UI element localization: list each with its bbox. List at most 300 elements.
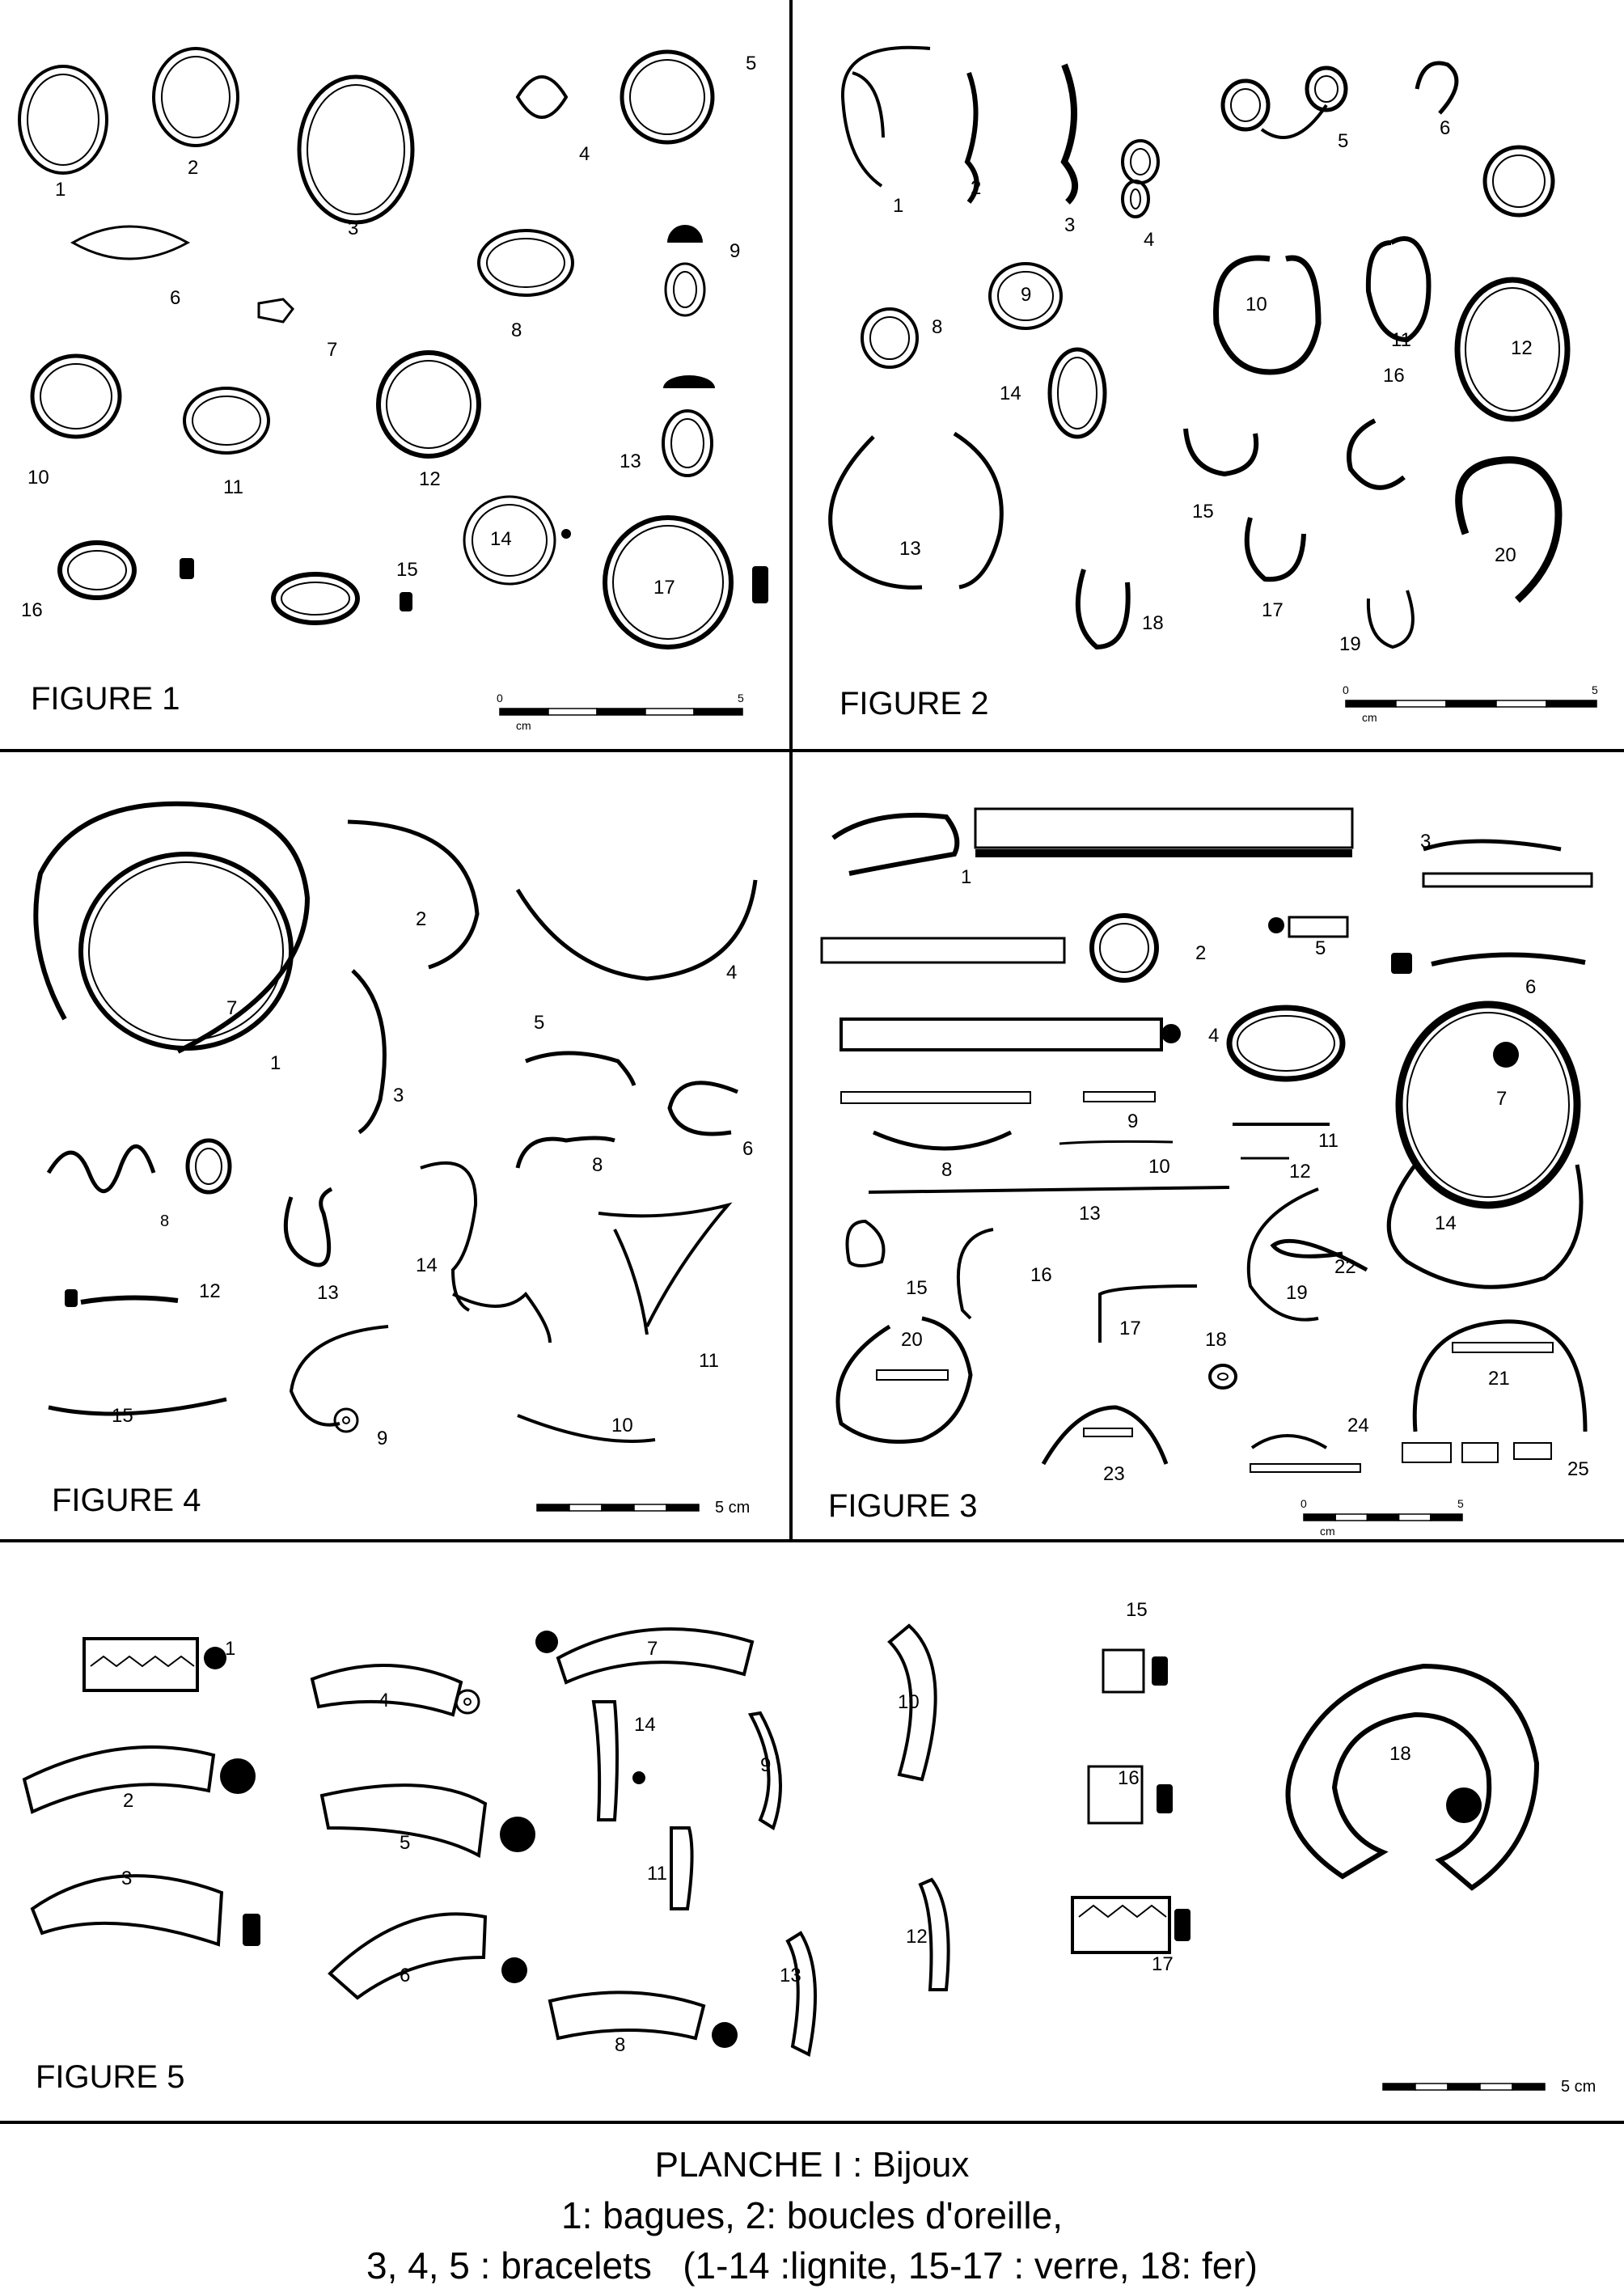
scale-start: 0 [1343,683,1349,696]
f2-earring-7 [1485,147,1553,215]
f5-item-label: 14 [634,1714,656,1736]
f1-item-label: 1 [55,179,66,201]
f2-earring-6 [1417,63,1457,113]
f2-earring-15 [1186,429,1256,474]
caption-line-1: 1: bagues, 2: boucles d'oreille, [561,2194,1063,2236]
f5-bracelet-18 [1288,1666,1537,1888]
scale-segment [1415,2084,1448,2090]
f4-item-label: 6 [742,1138,754,1160]
f2-earring-1 [843,48,930,186]
f3-item-label: 23 [1103,1463,1125,1485]
f1-ring-5-inner [630,60,704,134]
f1-ring-10-inner [671,419,704,467]
f3-bracelet-25a [1402,1443,1451,1462]
f3-bracelet-4 [1229,1008,1343,1079]
f1-item-label: 5 [746,53,757,74]
scale-segment [537,1504,569,1511]
f1-section-14 [561,529,571,539]
f4-item-label: 14 [416,1254,438,1276]
f3-bracelet-18 [1210,1365,1236,1388]
f3-item-label: 4 [1208,1025,1220,1047]
f5-bracelet-11 [671,1828,692,1909]
caption-bracelets: 3, 4, 5 : bracelets [366,2244,652,2287]
f5-item-label: 15 [1126,1599,1148,1621]
f3-item-label: 5 [1315,937,1326,959]
f4-bracelet-9c-head-inner [343,1417,349,1424]
f1-item-label: 17 [653,577,675,599]
f3-bracelet-8-band [841,1092,1030,1103]
f5-item-label: 6 [400,1965,411,1986]
f3-bracelet-8 [873,1132,1011,1149]
f4-item-label: 3 [393,1085,404,1106]
f2-item-label: 16 [1383,365,1405,387]
f1-ring-12 [184,388,269,453]
f1-ring-2-outer [154,49,238,146]
f4-bracelet-9b [188,1140,230,1192]
f2-item-label: 19 [1339,633,1361,655]
f3-bracelet-16 [958,1229,993,1318]
f4-bracelet-4 [518,880,755,979]
f2-earring-8-inner [870,317,909,359]
f3-item-label: 11 [1318,1130,1339,1152]
scale-segment [500,709,548,715]
f1-ring-11-outer [32,356,120,437]
artifact-drawings [19,48,1592,2054]
f3-item-label: 22 [1334,1256,1356,1278]
f1-ring-16 [60,543,134,598]
f4-bracelet-13 [285,1189,332,1265]
f3-item-label: 18 [1205,1329,1227,1351]
f4-item-label: 7 [226,997,238,1019]
f3-item-label: 9 [1127,1111,1139,1132]
f4-bracelet-8 [81,854,291,1048]
f1-ring-3-inner [307,85,404,214]
f3-item-label: 21 [1488,1368,1510,1390]
f3-bracelet-20-band [877,1370,948,1380]
f3-bracelet-25b [1462,1443,1498,1462]
f4-bracelet-8-outer [81,854,291,1048]
f1-ring-16-inner [68,551,126,590]
f3-item-label: 1 [961,866,972,888]
f4-bracelet-14b [453,1294,550,1343]
f5-item-label: 16 [1118,1767,1140,1789]
f2-earring-5b [1307,68,1346,110]
f1-ring-13 [379,353,479,456]
scale-segment [1399,1514,1431,1521]
f4-bracelet-15 [49,1399,226,1414]
f2-earring-4-outer [1123,141,1158,183]
f3-item-label: 10 [1148,1156,1170,1178]
f5-section-18 [1446,1787,1482,1823]
caption-line-2 [0,2244,1624,2287]
f1-ring-2-inner [162,57,230,137]
scale-segment [1496,700,1546,707]
item-number-labels [21,53,1589,2056]
f1-item-label: 6 [170,287,181,309]
f1-ring-5-outer [622,52,713,142]
scale-segment [634,1504,666,1511]
scale-segment [569,1504,602,1511]
f1-ring-12-outer [184,388,269,453]
f1-ring-13-inner [387,361,471,448]
f2-item-label: 3 [1064,214,1076,236]
f2-item-label: 1 [893,195,904,217]
f3-item-label: 16 [1030,1264,1052,1286]
scale-segment [1304,1514,1335,1521]
scale-segment [1383,2084,1415,2090]
f5-bracelet-13 [788,1933,815,2054]
f2-earring-5a-inner [1231,89,1260,121]
scale-segment [1367,1514,1398,1521]
f4-item-label: 13 [317,1282,339,1304]
f5-bracelet-2 [24,1747,214,1812]
f3-section-4 [1161,1024,1181,1043]
f1-ring-1-inner [27,74,99,165]
scale-segment [1546,700,1597,707]
figure-2-title: FIGURE 2 [839,686,989,721]
f3-bracelet-4-outer [1229,1008,1343,1079]
scale-end: 5 [1592,683,1598,696]
f5-section-3 [243,1914,260,1946]
f3-bracelet-2-band [822,938,1064,962]
f5-section-4-outer [456,1690,479,1713]
f1-ring-6 [73,226,188,259]
f5-item-label: 4 [379,1690,390,1711]
f2-item-label: 8 [932,316,943,338]
f2-item-label: 5 [1338,130,1349,152]
f3-bracelet-15 [848,1221,884,1266]
scale-segment [602,1504,634,1511]
f3-bracelet-9 [1084,1092,1155,1102]
scale-end: 5 [738,692,744,704]
f1-item-label: 8 [511,319,522,341]
f2-item-label: 15 [1192,501,1214,522]
figure-1-title: FIGURE 1 [31,681,180,717]
f3-bracelet-21-band [1453,1343,1553,1352]
f2-earring-17 [1349,421,1404,488]
f4-bracelet-9 [49,1146,154,1191]
scale-bar [497,692,744,732]
f4-bracelet-9c-head [335,1409,357,1432]
scale-segment [548,709,597,715]
f5-section-4 [456,1690,479,1713]
f3-item-label: 7 [1496,1088,1508,1110]
f5-section-2 [220,1758,256,1794]
f4-item-label: 4 [726,962,738,984]
f1-item-label: 3 [348,218,359,239]
f2-earring-5b-outer [1307,68,1346,110]
f4-bracelet-2 [348,822,477,967]
f2-earring-8 [862,309,917,367]
scale-start: 0 [1300,1497,1307,1510]
f2-earring-20 [1459,460,1558,600]
f3-bracelet-1 [833,815,957,874]
f4-item-label: 1 [270,1052,281,1074]
f3-item-label: 25 [1567,1458,1589,1480]
f4-bracelet-6 [670,1083,738,1134]
f5-section-15 [1174,1909,1191,1941]
f1-ring-11 [32,356,120,437]
scale-segment [597,709,645,715]
f5-section-7 [535,1631,558,1653]
f1-item-label: 2 [188,157,199,179]
f2-earring-4b-inner [1131,189,1140,209]
f4-bracelet-11 [598,1205,728,1335]
f4-bracelet-12 [81,1297,178,1302]
f1-section-9 [667,225,703,243]
f3-bracelet-10 [1059,1141,1173,1144]
f5-item-label: 3 [121,1868,133,1889]
scale-segment [1448,2084,1480,2090]
f1-ring-1 [19,66,107,173]
f2-earring-4 [1123,141,1158,183]
f1-ring-4 [518,77,566,117]
f5-item-label: 17 [1152,1953,1174,1975]
f2-earring-5c [1262,105,1326,137]
f3-bracelet-2 [1092,916,1157,980]
f3-bracelet-25c [1514,1443,1551,1459]
f2-earring-11 [1368,239,1429,340]
f5-item-label: 8 [615,2034,626,2056]
f3-bracelet-7-outer [1399,1005,1577,1205]
f5-section-5 [500,1817,535,1852]
f2-item-label: 20 [1495,544,1516,566]
f1-section-16 [180,558,194,579]
f4-bracelet-8-inner [89,862,283,1040]
f4-item-label: 2 [416,908,427,930]
f5-item-label: 9 [760,1754,772,1776]
f2-item-label: 12 [1511,337,1533,359]
f1-item-label: 7 [327,339,338,361]
f3-bracelet-24 [1252,1436,1326,1448]
f5-item-label: 7 [647,1638,658,1660]
f3-section-7 [1493,1042,1519,1068]
f2-earring-14-inner [1058,357,1097,429]
f2-earring-5a [1223,81,1268,129]
f5-item-label: 10 [898,1691,920,1713]
f2-earring-13 [831,434,1002,587]
f1-ring-1-outer [19,66,107,173]
f1-ring-2 [154,49,238,146]
f3-bracelet-18-inner [1218,1373,1228,1380]
f5-item-label: 11 [647,1863,667,1885]
f3-section-6 [1391,953,1412,974]
f3-bracelet-14 [1389,1165,1581,1287]
f2-item-label: 11 [1391,329,1411,351]
scale-segment [1480,2084,1512,2090]
scale-segment [1431,1514,1462,1521]
scale-segment [1335,1514,1367,1521]
scale-end: 5 [1457,1497,1464,1510]
scale-bar [537,1499,750,1517]
f3-bracelet-2-outer [1092,916,1157,980]
f3-bracelet-18-outer [1210,1365,1236,1388]
f2-item-label: 14 [1000,383,1021,404]
f5-section-14 [632,1771,645,1784]
f3-item-label: 15 [906,1277,928,1299]
f1-item-label: 10 [27,467,49,489]
f5-section-16 [1152,1656,1168,1686]
f4-item-label: 12 [199,1280,221,1302]
f4-bracelet-9c-head-outer [335,1409,357,1432]
scale-unit: 5 cm [1561,2078,1597,2096]
f2-earring-10 [1216,258,1318,372]
f2-earring-5b-inner [1315,76,1338,102]
f1-item-label: 13 [620,451,641,472]
scale-unit: cm [1362,711,1377,724]
scale-start: 0 [497,692,503,704]
f4-bracelet-14 [421,1163,476,1310]
f1-item-label: 14 [490,528,512,550]
f2-item-label: 13 [899,538,921,560]
scale-bar [1300,1497,1464,1538]
f5-item-label: 18 [1389,1743,1411,1765]
scale-unit: cm [1320,1525,1335,1538]
f3-item-label: 17 [1119,1318,1141,1339]
f1-ring-8 [479,231,573,295]
f2-earring-7-inner [1493,155,1545,207]
f3-bracelet-23-band [1084,1428,1132,1436]
f3-bracelet-4-inner [1237,1016,1334,1071]
f1-item-label: 15 [396,559,418,581]
f2-earring-14 [1050,349,1105,437]
f3-bracelet-3-band [1423,874,1592,886]
f5-section-8 [712,2022,738,2048]
f2-earring-16 [1247,518,1304,579]
f1-item-label: 16 [21,599,43,621]
f5-bracelet-14 [594,1702,617,1820]
f3-bracelet-2-inner [1100,924,1148,972]
f4-bracelet-3 [353,971,384,1132]
f1-ring-8-inner [487,239,565,287]
f2-earring-4b-outer [1123,181,1148,217]
scale-segment [1396,700,1446,707]
f1-ring-3 [299,77,412,222]
f4-section-12 [65,1289,78,1307]
scale-bar [1383,2078,1596,2096]
f3-item-label: 6 [1525,976,1537,998]
f5-item-label: 1 [225,1638,236,1660]
f4-item-label: 5 [534,1012,545,1034]
f4-bracelet-10 [518,1415,655,1441]
f5-bracelet-16 [1103,1650,1144,1692]
f3-bracelet-7-inner [1407,1013,1569,1197]
f2-item-label: 18 [1142,612,1164,634]
f1-ring-8-outer [479,231,573,295]
scale-segment [1446,700,1496,707]
f1-ring-12-inner [192,396,260,445]
f5-item-label: 13 [780,1965,801,1986]
f1-ring-13-outer [379,353,479,456]
f2-item-label: 10 [1245,294,1267,315]
f3-item-label: 14 [1435,1212,1457,1234]
f5-bracelet-15-pattern [1079,1906,1166,1917]
f2-item-label: 9 [1021,284,1032,306]
f5-section-17 [1157,1784,1173,1813]
scale-segment [645,709,694,715]
f1-item-label: 12 [419,468,441,490]
f1-item-label: 11 [223,476,243,498]
f2-item-label: 17 [1262,599,1284,621]
f5-item-label: 2 [123,1790,134,1812]
scale-segment [694,709,742,715]
f2-item-label: 4 [1144,229,1155,251]
f4-item-label: 15 [112,1405,133,1427]
f5-section-6 [501,1957,527,1983]
f3-bracelet-5 [1289,917,1347,937]
f3-item-label: 8 [941,1159,953,1181]
f3-bracelet-4-band [841,1019,1161,1050]
f3-bracelet-7 [1399,1005,1577,1205]
f5-item-label: 5 [400,1832,411,1854]
f3-item-label: 2 [1195,942,1207,964]
f3-item-label: 24 [1347,1415,1369,1436]
f5-bracelet-8 [550,1992,704,2038]
f4-item-label: 8 [592,1154,603,1176]
f3-bracelet-3 [1423,841,1561,849]
figure-3-title: FIGURE 3 [828,1488,978,1524]
scale-unit: 5 cm [715,1499,751,1517]
f3-item-label: 19 [1286,1282,1308,1304]
scale-unit: cm [516,719,531,732]
f4-bracelet-9b-inner [196,1149,222,1184]
f5-bracelet-1-pattern [91,1656,194,1666]
f1-ring-9 [666,264,704,315]
f1-section-15 [752,566,768,603]
scale-segment [666,1504,699,1511]
f1-item-label: 4 [579,143,590,165]
f4-item-label: 8 [160,1212,170,1230]
f1-ring-17-inner [281,582,349,615]
f1-ring-9-inner [674,272,696,307]
f3-bracelet-1-section [975,849,1352,857]
f3-bracelet-17 [1100,1286,1197,1343]
caption-materials: (1-14 :lignite, 15-17 : verre, 18: fer) [683,2244,1258,2287]
f2-earring-7-outer [1485,147,1553,215]
f1-ring-5 [622,52,713,142]
f1-ring-11-inner [40,364,112,429]
plate-title: PLANCHE I : Bijoux [654,2145,970,2185]
f1-ring-17 [273,574,357,623]
figure-4-title: FIGURE 4 [52,1483,201,1518]
f3-item-label: 3 [1420,831,1432,852]
f2-earring-18 [1078,569,1128,647]
f2-earring-19 [1368,590,1413,647]
f5-section-1 [204,1647,226,1669]
f3-item-label: 13 [1079,1203,1101,1225]
f2-earring-3 [1064,65,1075,202]
scale-bar [1343,683,1598,724]
f2-earring-4b [1123,181,1148,217]
f3-bracelet-13 [869,1187,1229,1192]
f5-section-4-inner [464,1699,471,1705]
f2-item-label: 2 [971,177,982,199]
scale-segment [1512,2084,1545,2090]
f1-ring-10 [663,411,712,476]
f1-ring-7 [259,299,293,322]
f5-item-label: 12 [906,1926,928,1948]
f1-ring-3-outer [299,77,412,222]
f1-item-label: 9 [730,240,741,262]
f1-section-10 [663,375,715,388]
f5-bracelet-15 [1072,1897,1169,1952]
f3-bracelet-6 [1432,954,1585,964]
f3-section-5 [1268,917,1284,933]
f4-bracelet-5 [526,1053,634,1085]
f3-bracelet-1-band [975,809,1352,848]
scale-segment [1346,700,1396,707]
f4-item-label: 11 [699,1350,719,1372]
